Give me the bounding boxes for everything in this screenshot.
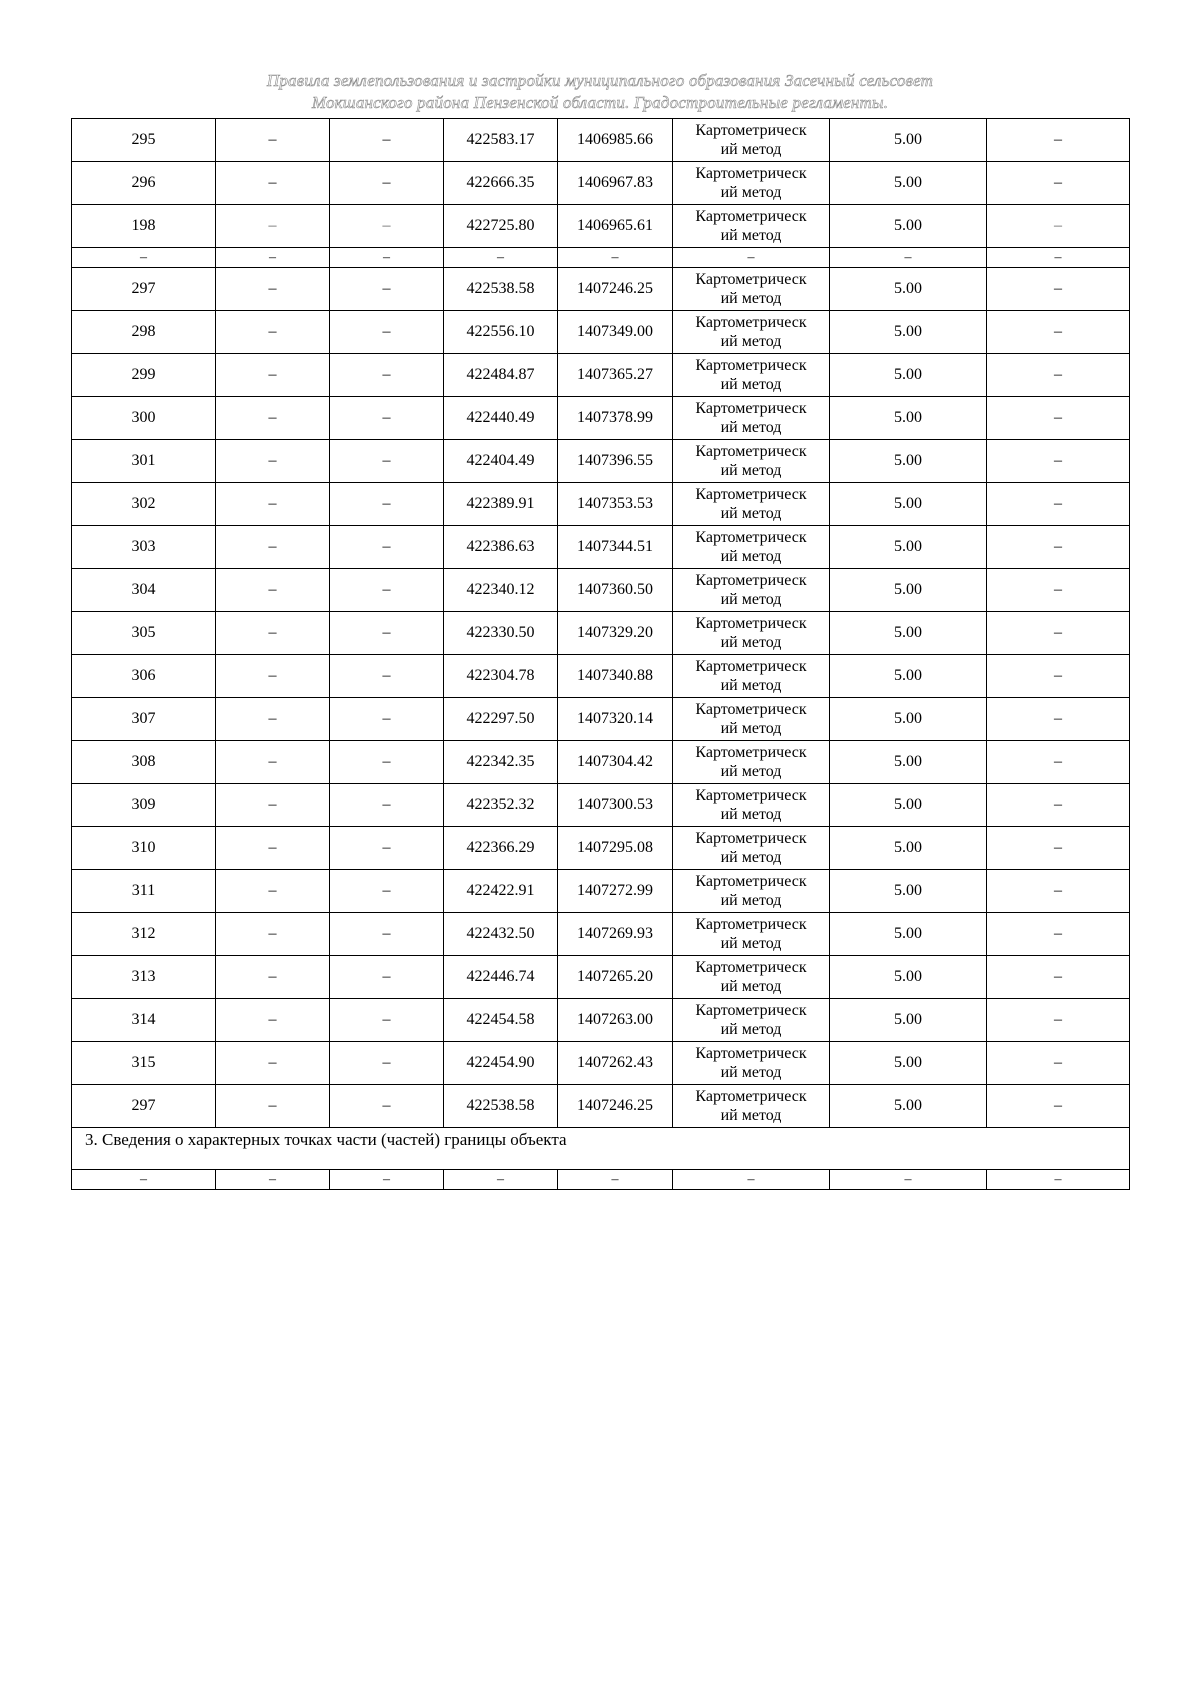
description-cell: – <box>987 827 1130 870</box>
x-coordinate-cell: 422297.50 <box>444 698 558 741</box>
method-line-1: Картометрическ <box>695 1088 807 1105</box>
method-line-2: ий метод <box>720 548 782 565</box>
method-line-1: Картометрическ <box>695 1045 807 1062</box>
method-line-2: ий метод <box>720 184 782 201</box>
description-cell: – <box>987 311 1130 354</box>
y-coordinate-cell: 1407396.55 <box>558 440 673 483</box>
dash-cell: – <box>72 1170 216 1190</box>
old-y-cell: – <box>330 612 444 655</box>
dash-cell: – <box>987 1170 1130 1190</box>
method-line-1: Картометрическ <box>695 529 807 546</box>
table-row <box>72 999 1130 1042</box>
description-cell: – <box>987 870 1130 913</box>
table-row <box>72 526 1130 569</box>
description-cell: – <box>987 698 1130 741</box>
method-cell <box>673 1042 830 1085</box>
y-coordinate-cell: 1407246.25 <box>558 268 673 311</box>
dash-cell: – <box>830 1170 987 1190</box>
method-line-2: ий метод <box>720 141 782 158</box>
point-number-cell: 296 <box>72 162 216 205</box>
method-line-1: Картометрическ <box>695 165 807 182</box>
table-row <box>72 956 1130 999</box>
description-cell: – <box>987 569 1130 612</box>
x-coordinate-cell: 422386.63 <box>444 526 558 569</box>
method-cell <box>673 784 830 827</box>
accuracy-cell: 5.00 <box>830 612 987 655</box>
old-x-cell: – <box>216 827 330 870</box>
method-line-1: Картометрическ <box>695 208 807 225</box>
y-coordinate-cell: 1407349.00 <box>558 311 673 354</box>
method-line-2: ий метод <box>720 935 782 952</box>
point-number-cell: 297 <box>72 268 216 311</box>
point-number-cell: 314 <box>72 999 216 1042</box>
point-number-cell: 302 <box>72 483 216 526</box>
old-y-cell: – <box>330 569 444 612</box>
method-line-1: Картометрическ <box>695 443 807 460</box>
old-x-cell: – <box>216 956 330 999</box>
old-x-cell: – <box>216 268 330 311</box>
point-number-cell: 298 <box>72 311 216 354</box>
point-number-cell: 311 <box>72 870 216 913</box>
old-y-cell: – <box>330 655 444 698</box>
header-line-2: Мокшанского района Пензенской области. Градостроительные регламенты. <box>311 93 889 112</box>
y-coordinate-cell: 1406965.61 <box>558 205 673 248</box>
accuracy-cell: 5.00 <box>830 397 987 440</box>
method-cell <box>673 655 830 698</box>
accuracy-cell: 5.00 <box>830 741 987 784</box>
method-line-2: ий метод <box>720 720 782 737</box>
x-coordinate-cell: 422304.78 <box>444 655 558 698</box>
old-x-cell: – <box>216 913 330 956</box>
x-coordinate-cell: 422330.50 <box>444 612 558 655</box>
method-cell <box>673 311 830 354</box>
accuracy-cell: 5.00 <box>830 440 987 483</box>
old-y-cell: – <box>330 741 444 784</box>
y-coordinate-cell: 1407304.42 <box>558 741 673 784</box>
x-coordinate-cell: 422446.74 <box>444 956 558 999</box>
point-number-cell: 307 <box>72 698 216 741</box>
method-cell <box>673 440 830 483</box>
point-number-cell: 295 <box>72 119 216 162</box>
old-y-cell: – <box>330 956 444 999</box>
x-coordinate-cell: 422366.29 <box>444 827 558 870</box>
y-coordinate-cell: 1407329.20 <box>558 612 673 655</box>
old-x-cell: – <box>216 119 330 162</box>
x-coordinate-cell: 422454.58 <box>444 999 558 1042</box>
old-y-cell: – <box>330 162 444 205</box>
method-cell <box>673 526 830 569</box>
accuracy-cell: 5.00 <box>830 268 987 311</box>
table-row <box>72 119 1130 162</box>
method-cell <box>673 612 830 655</box>
dash-cell: – <box>216 248 330 268</box>
accuracy-cell: 5.00 <box>830 311 987 354</box>
description-cell: – <box>987 1085 1130 1128</box>
y-coordinate-cell: 1407340.88 <box>558 655 673 698</box>
y-coordinate-cell: 1407265.20 <box>558 956 673 999</box>
old-x-cell: – <box>216 483 330 526</box>
description-cell: – <box>987 956 1130 999</box>
method-cell <box>673 119 830 162</box>
table-row <box>72 827 1130 870</box>
method-line-2: ий метод <box>720 1064 782 1081</box>
point-number-cell: 305 <box>72 612 216 655</box>
dash-cell: – <box>444 1170 558 1190</box>
x-coordinate-cell: 422556.10 <box>444 311 558 354</box>
method-line-1: Картометрическ <box>695 787 807 804</box>
y-coordinate-cell: 1407295.08 <box>558 827 673 870</box>
method-line-2: ий метод <box>720 462 782 479</box>
description-cell: – <box>987 162 1130 205</box>
old-x-cell: – <box>216 569 330 612</box>
description-cell: – <box>987 655 1130 698</box>
old-y-cell: – <box>330 205 444 248</box>
y-coordinate-cell: 1407320.14 <box>558 698 673 741</box>
accuracy-cell: 5.00 <box>830 913 987 956</box>
accuracy-cell: 5.00 <box>830 655 987 698</box>
y-coordinate-cell: 1407246.25 <box>558 1085 673 1128</box>
y-coordinate-cell: 1406985.66 <box>558 119 673 162</box>
description-cell: – <box>987 612 1130 655</box>
accuracy-cell: 5.00 <box>830 698 987 741</box>
point-number-cell: 310 <box>72 827 216 870</box>
table-row <box>72 354 1130 397</box>
x-coordinate-cell: 422484.87 <box>444 354 558 397</box>
point-number-cell: 304 <box>72 569 216 612</box>
method-cell <box>673 354 830 397</box>
method-line-1: Картометрическ <box>695 916 807 933</box>
point-number-cell: 301 <box>72 440 216 483</box>
table-row <box>72 1042 1130 1085</box>
method-line-1: Картометрическ <box>695 271 807 288</box>
method-cell <box>673 913 830 956</box>
method-line-2: ий метод <box>720 849 782 866</box>
point-number-cell: 198 <box>72 205 216 248</box>
table-row <box>72 1085 1130 1128</box>
description-cell: – <box>987 999 1130 1042</box>
table-row <box>72 205 1130 248</box>
method-line-1: Картометрическ <box>695 658 807 675</box>
accuracy-cell: 5.00 <box>830 1085 987 1128</box>
y-coordinate-cell: 1407269.93 <box>558 913 673 956</box>
method-line-2: ий метод <box>720 763 782 780</box>
method-cell <box>673 741 830 784</box>
method-cell <box>673 956 830 999</box>
dash-cell: – <box>72 248 216 268</box>
method-line-2: ий метод <box>720 634 782 651</box>
old-y-cell: – <box>330 913 444 956</box>
y-coordinate-cell: 1407378.99 <box>558 397 673 440</box>
method-cell <box>673 397 830 440</box>
method-line-2: ий метод <box>720 227 782 244</box>
accuracy-cell: 5.00 <box>830 119 987 162</box>
x-coordinate-cell: 422340.12 <box>444 569 558 612</box>
x-coordinate-cell: 422432.50 <box>444 913 558 956</box>
method-cell <box>673 698 830 741</box>
point-number-cell: 309 <box>72 784 216 827</box>
x-coordinate-cell: 422666.35 <box>444 162 558 205</box>
method-cell <box>673 999 830 1042</box>
table-row <box>72 870 1130 913</box>
old-y-cell: – <box>330 827 444 870</box>
y-coordinate-cell: 1407353.53 <box>558 483 673 526</box>
method-line-1: Картометрическ <box>695 744 807 761</box>
method-line-2: ий метод <box>720 376 782 393</box>
description-cell: – <box>987 397 1130 440</box>
point-number-cell: 306 <box>72 655 216 698</box>
point-number-cell: 313 <box>72 956 216 999</box>
old-x-cell: – <box>216 440 330 483</box>
table-row <box>72 483 1130 526</box>
dash-cell: – <box>330 248 444 268</box>
description-cell: – <box>987 784 1130 827</box>
old-x-cell: – <box>216 311 330 354</box>
y-coordinate-cell: 1407344.51 <box>558 526 673 569</box>
old-y-cell: – <box>330 311 444 354</box>
description-cell: – <box>987 526 1130 569</box>
method-line-2: ий метод <box>720 806 782 823</box>
description-cell: – <box>987 205 1130 248</box>
x-coordinate-cell: 422440.49 <box>444 397 558 440</box>
old-y-cell: – <box>330 440 444 483</box>
page-header <box>0 70 1200 114</box>
x-coordinate-cell: 422538.58 <box>444 268 558 311</box>
old-x-cell: – <box>216 655 330 698</box>
accuracy-cell: 5.00 <box>830 162 987 205</box>
method-line-2: ий метод <box>720 419 782 436</box>
y-coordinate-cell: 1407262.43 <box>558 1042 673 1085</box>
accuracy-cell: 5.00 <box>830 526 987 569</box>
method-cell <box>673 162 830 205</box>
x-coordinate-cell: 422342.35 <box>444 741 558 784</box>
y-coordinate-cell: 1407300.53 <box>558 784 673 827</box>
table-row <box>72 440 1130 483</box>
old-y-cell: – <box>330 784 444 827</box>
description-cell: – <box>987 483 1130 526</box>
old-y-cell: – <box>330 526 444 569</box>
method-line-1: Картометрическ <box>695 572 807 589</box>
method-line-2: ий метод <box>720 290 782 307</box>
dash-cell: – <box>558 248 673 268</box>
accuracy-cell: 5.00 <box>830 784 987 827</box>
point-number-cell: 299 <box>72 354 216 397</box>
table-row <box>72 268 1130 311</box>
old-x-cell: – <box>216 784 330 827</box>
method-line-2: ий метод <box>720 591 782 608</box>
description-cell: – <box>987 119 1130 162</box>
old-x-cell: – <box>216 870 330 913</box>
description-cell: – <box>987 913 1130 956</box>
method-line-1: Картометрическ <box>695 486 807 503</box>
x-coordinate-cell: 422389.91 <box>444 483 558 526</box>
point-number-cell: 315 <box>72 1042 216 1085</box>
y-coordinate-cell: 1407360.50 <box>558 569 673 612</box>
dash-cell: – <box>558 1170 673 1190</box>
old-x-cell: – <box>216 1085 330 1128</box>
accuracy-cell: 5.00 <box>830 354 987 397</box>
accuracy-cell: 5.00 <box>830 999 987 1042</box>
separator-row <box>72 248 1130 268</box>
old-y-cell: – <box>330 354 444 397</box>
y-coordinate-cell: 1407272.99 <box>558 870 673 913</box>
old-y-cell: – <box>330 1085 444 1128</box>
y-coordinate-cell: 1407365.27 <box>558 354 673 397</box>
method-line-1: Картометрическ <box>695 1002 807 1019</box>
method-line-1: Картометрическ <box>695 701 807 718</box>
dash-cell: – <box>830 248 987 268</box>
accuracy-cell: 5.00 <box>830 205 987 248</box>
old-y-cell: – <box>330 1042 444 1085</box>
method-cell <box>673 268 830 311</box>
table-row <box>72 741 1130 784</box>
table-row <box>72 162 1130 205</box>
old-y-cell: – <box>330 397 444 440</box>
x-coordinate-cell: 422538.58 <box>444 1085 558 1128</box>
method-cell <box>673 483 830 526</box>
table-row <box>72 612 1130 655</box>
method-cell <box>673 205 830 248</box>
dash-cell: – <box>444 248 558 268</box>
description-cell: – <box>987 440 1130 483</box>
method-line-1: Картометрическ <box>695 357 807 374</box>
point-number-cell: 300 <box>72 397 216 440</box>
old-y-cell: – <box>330 698 444 741</box>
coordinates-table <box>71 118 1130 1190</box>
old-x-cell: – <box>216 397 330 440</box>
table-row <box>72 698 1130 741</box>
dash-cell: – <box>330 1170 444 1190</box>
method-line-1: Картометрическ <box>695 314 807 331</box>
method-line-1: Картометрическ <box>695 959 807 976</box>
dash-cell: – <box>673 248 830 268</box>
accuracy-cell: 5.00 <box>830 569 987 612</box>
x-coordinate-cell: 422725.80 <box>444 205 558 248</box>
old-y-cell: – <box>330 483 444 526</box>
x-coordinate-cell: 422404.49 <box>444 440 558 483</box>
section-3-title: 3. Сведения о характерных точках части (частей) границы объекта <box>72 1128 1130 1170</box>
x-coordinate-cell: 422454.90 <box>444 1042 558 1085</box>
description-cell: – <box>987 1042 1130 1085</box>
point-number-cell: 303 <box>72 526 216 569</box>
accuracy-cell: 5.00 <box>830 1042 987 1085</box>
table-row <box>72 655 1130 698</box>
table-row <box>72 397 1130 440</box>
dash-cell: – <box>673 1170 830 1190</box>
method-line-2: ий метод <box>720 1107 782 1124</box>
accuracy-cell: 5.00 <box>830 827 987 870</box>
x-coordinate-cell: 422583.17 <box>444 119 558 162</box>
section-3-row <box>72 1128 1130 1170</box>
y-coordinate-cell: 1406967.83 <box>558 162 673 205</box>
method-cell <box>673 1085 830 1128</box>
method-line-2: ий метод <box>720 505 782 522</box>
x-coordinate-cell: 422422.91 <box>444 870 558 913</box>
accuracy-cell: 5.00 <box>830 483 987 526</box>
old-x-cell: – <box>216 354 330 397</box>
y-coordinate-cell: 1407263.00 <box>558 999 673 1042</box>
accuracy-cell: 5.00 <box>830 956 987 999</box>
method-line-1: Картометрическ <box>695 873 807 890</box>
old-y-cell: – <box>330 870 444 913</box>
section-3-empty-row <box>72 1170 1130 1190</box>
old-x-cell: – <box>216 698 330 741</box>
old-x-cell: – <box>216 1042 330 1085</box>
method-line-2: ий метод <box>720 892 782 909</box>
old-x-cell: – <box>216 526 330 569</box>
method-line-1: Картометрическ <box>695 122 807 139</box>
method-line-2: ий метод <box>720 333 782 350</box>
method-cell <box>673 870 830 913</box>
x-coordinate-cell: 422352.32 <box>444 784 558 827</box>
method-cell <box>673 827 830 870</box>
old-x-cell: – <box>216 612 330 655</box>
old-x-cell: – <box>216 741 330 784</box>
description-cell: – <box>987 354 1130 397</box>
method-line-2: ий метод <box>720 677 782 694</box>
old-y-cell: – <box>330 119 444 162</box>
method-line-2: ий метод <box>720 1021 782 1038</box>
coordinates-table-body <box>72 119 1130 1190</box>
old-y-cell: – <box>330 268 444 311</box>
dash-cell: – <box>987 248 1130 268</box>
table-row <box>72 913 1130 956</box>
method-line-1: Картометрическ <box>695 400 807 417</box>
header-line-1: Правила землепользования и застройки муниципального образования Засечный сельсовет <box>266 71 934 90</box>
method-line-2: ий метод <box>720 978 782 995</box>
method-cell <box>673 569 830 612</box>
method-line-1: Картометрическ <box>695 615 807 632</box>
description-cell: – <box>987 268 1130 311</box>
description-cell: – <box>987 741 1130 784</box>
old-x-cell: – <box>216 205 330 248</box>
point-number-cell: 312 <box>72 913 216 956</box>
old-y-cell: – <box>330 999 444 1042</box>
table-row <box>72 569 1130 612</box>
table-row <box>72 784 1130 827</box>
point-number-cell: 297 <box>72 1085 216 1128</box>
point-number-cell: 308 <box>72 741 216 784</box>
old-x-cell: – <box>216 999 330 1042</box>
old-x-cell: – <box>216 162 330 205</box>
table-row <box>72 311 1130 354</box>
accuracy-cell: 5.00 <box>830 870 987 913</box>
method-line-1: Картометрическ <box>695 830 807 847</box>
dash-cell: – <box>216 1170 330 1190</box>
